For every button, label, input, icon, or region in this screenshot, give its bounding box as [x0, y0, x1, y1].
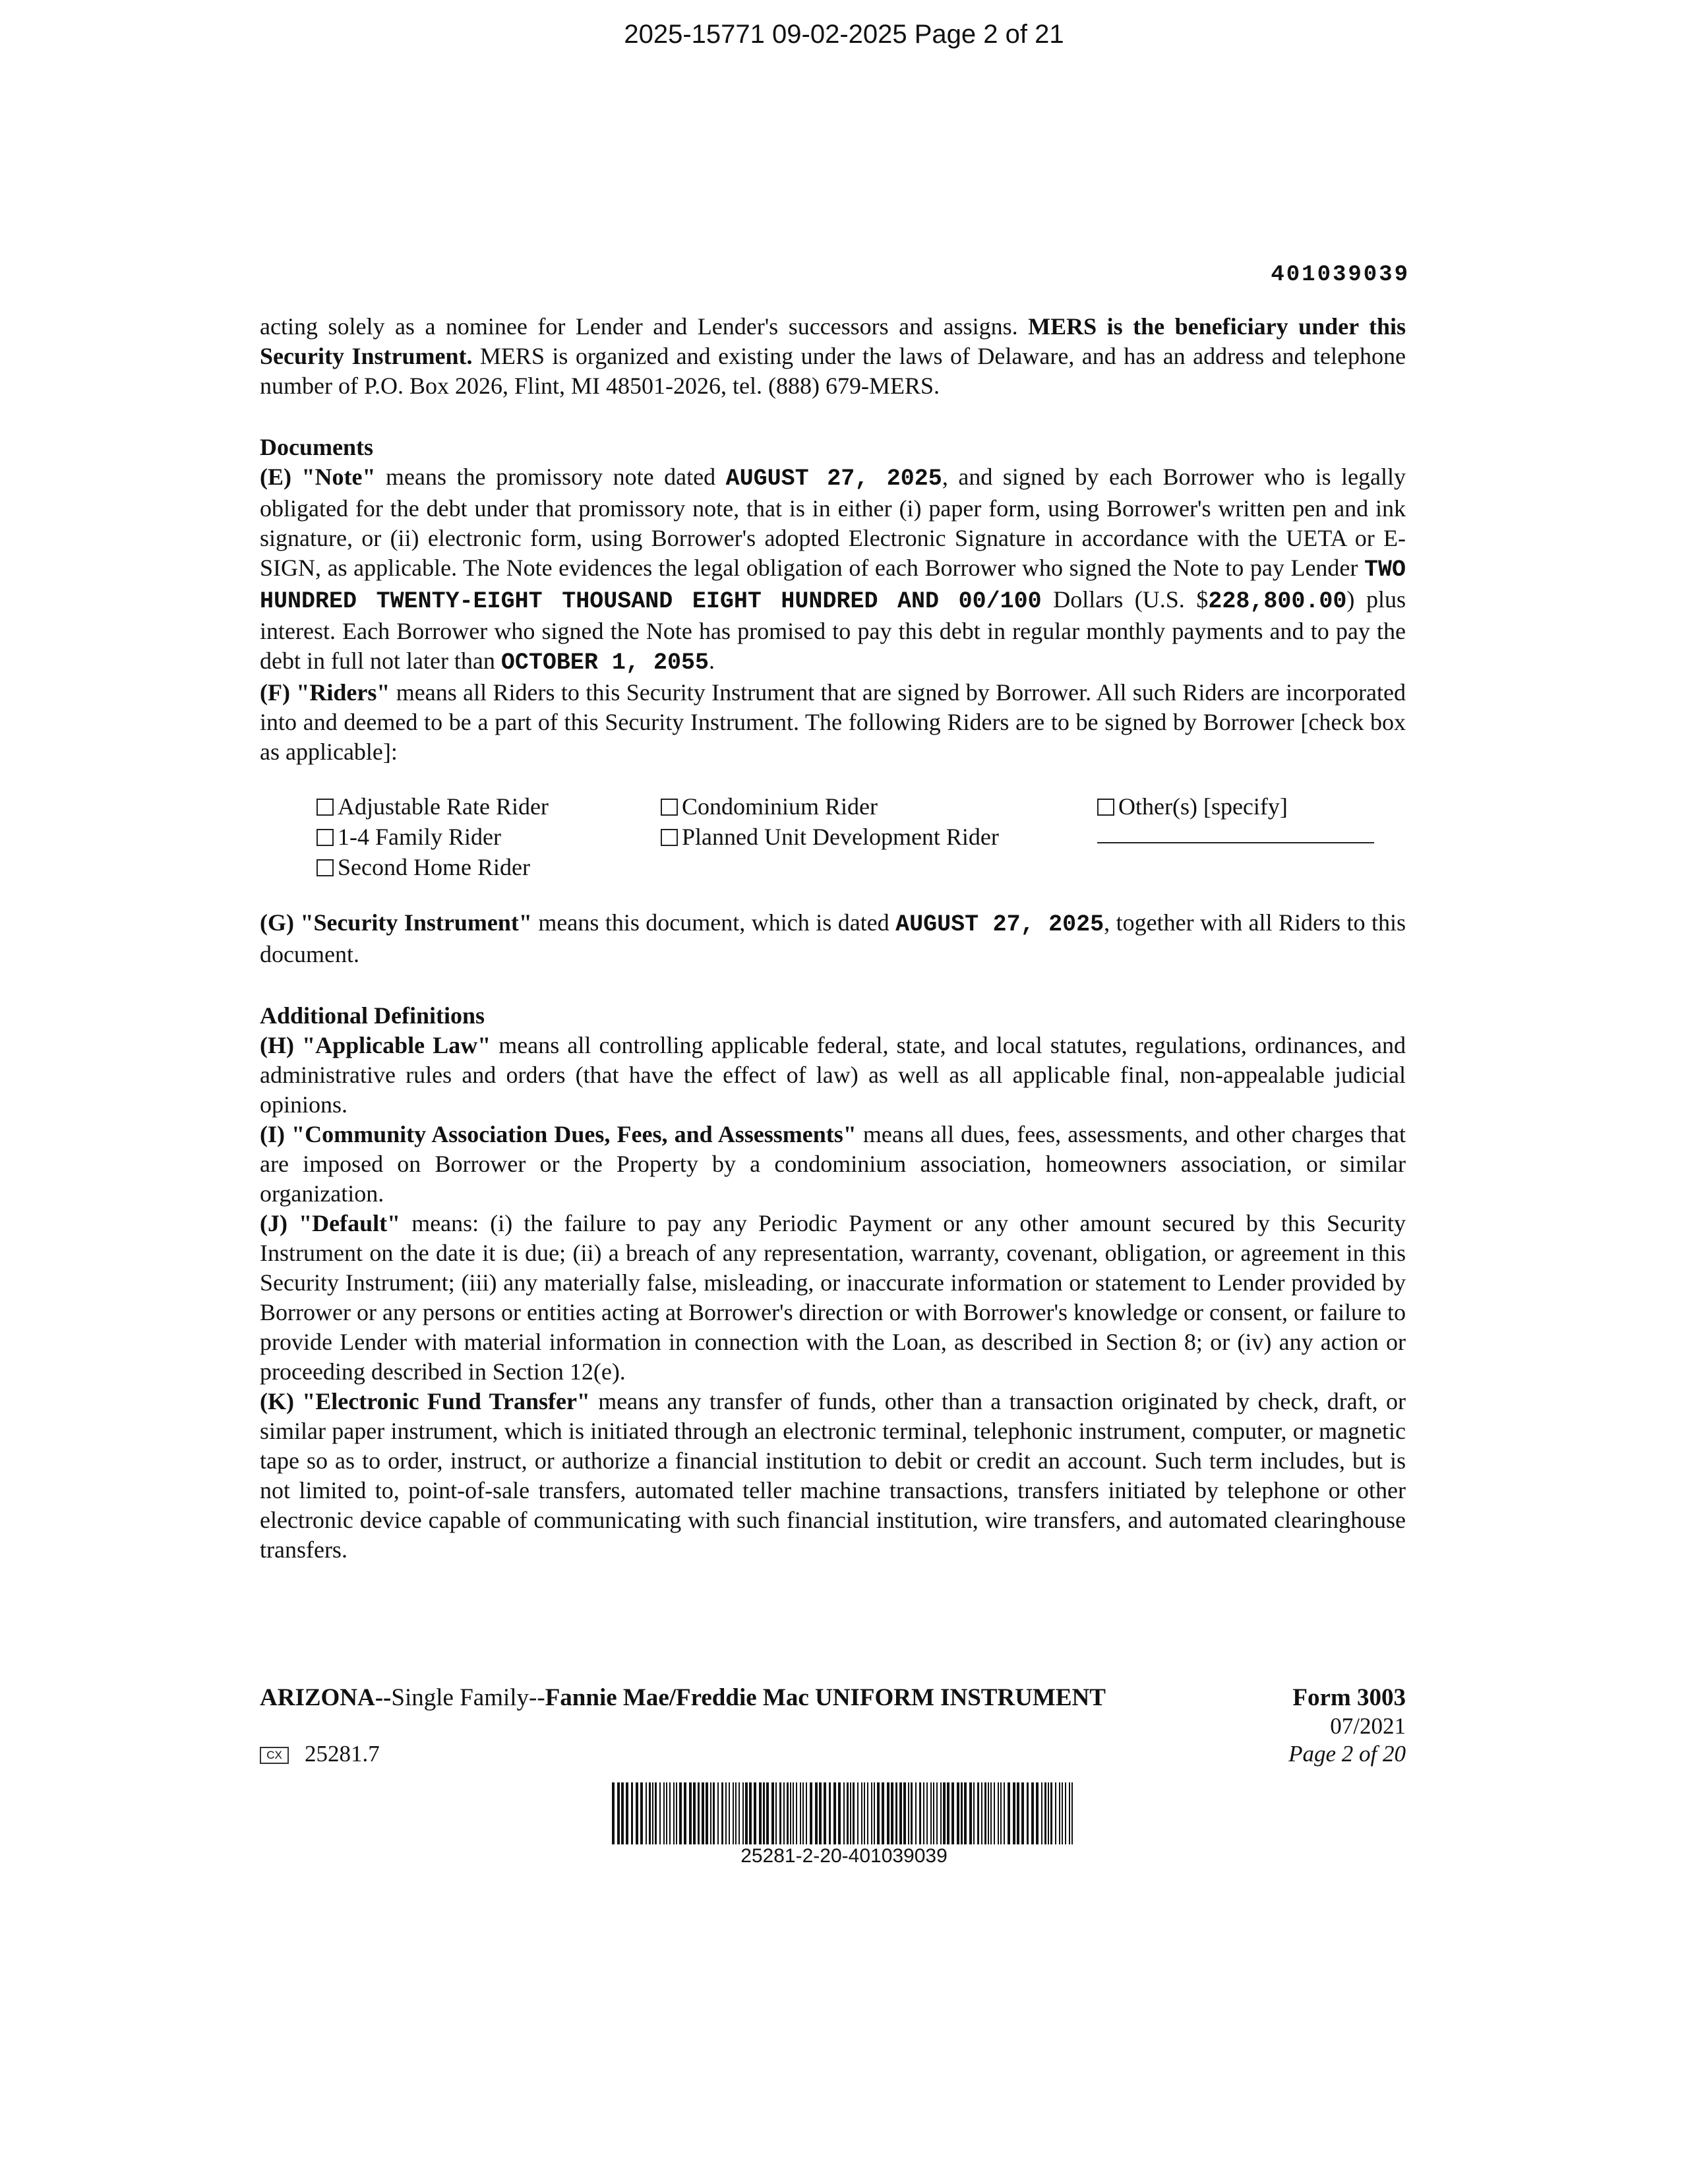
definition-default: (J) "Default" means: (i) the failure to pay any Periodic Payment or any other amount secured by this Security Instrument on the date it is due; (ii) a breach of any representation, warranty, covenant, obligation, or agreement in this Security Instrument; (iii) any materially false, misleading, or inaccurate information or statement to Lender provided by Borrower or any persons or entities acting at Borrower's direction or with Borrower's knowledge or consent, or failure to provide Lender with material information in connection with the Loan, as described in Section 8; or (iv) any action or proceeding described in Section 12(e). — [260, 1210, 1406, 1385]
other-specify-line[interactable] — [1097, 842, 1374, 843]
rider-adjustable-rate[interactable]: Adjustable Rate Rider — [316, 792, 549, 822]
definition-electronic-fund-transfer: (K) "Electronic Fund Transfer" means any transfer of funds, other than a transaction originated by check, draft, or similar paper instrument, which is initiated through an electronic terminal, telephonic instrument, computer, or magnetic tape so as to order, instruct, or authorize a financial institution to debit or credit an account. Such term includes, but is not limited to, point-of-sale transfers, automated teller machine transactions, transfers initiated by telephone or other electronic device capable of communicating with such financial institution, wire transfers, and automated clearinghouse transfers. — [260, 1388, 1406, 1563]
cx-logo-icon: CX — [260, 1747, 289, 1764]
recording-stamp: 2025-15771 09-02-2025 Page 2 of 21 — [624, 20, 1064, 49]
form-title: ARIZONA--Single Family--Fannie Mae/Freddie Mac UNIFORM INSTRUMENT — [260, 1684, 1106, 1711]
definition-riders: (F) "Riders" means all Riders to this Security Instrument that are signed by Borrower. All such Riders are incorporated into and deemed to be a part of this Security Instrument. The following Riders are to be signed by Borrower [check box as applicable]: — [260, 679, 1406, 765]
checkbox-icon[interactable] — [316, 859, 334, 876]
checkbox-icon[interactable] — [1097, 799, 1114, 816]
checkbox-icon[interactable] — [316, 829, 334, 846]
document-body — [260, 312, 1406, 1565]
documents-heading: Documents — [260, 434, 373, 460]
checkbox-icon[interactable] — [661, 829, 678, 846]
rider-other[interactable]: Other(s) [specify] — [1097, 792, 1288, 822]
definition-security-instrument: (G) "Security Instrument" means this document, which is dated AUGUST 27, 2025, together with all Riders to this document. — [260, 909, 1406, 967]
barcode-icon — [612, 1782, 1076, 1844]
intro-paragraph: acting solely as a nominee for Lender and Lender's successors and assigns. MERS is the beneficiary under this Security Instrument. MERS is organized and existing under the laws of Delaware, and has an address and telephone number of P.O. Box 2026, Flint, MI 48501-2026, tel. (888) 679-MERS. — [260, 313, 1406, 399]
barcode-text: 25281-2-20-401039039 — [740, 1845, 948, 1867]
document-code: CX 25281.7 — [260, 1741, 380, 1767]
form-date: 07/2021 — [1330, 1713, 1406, 1739]
rider-checklist — [260, 792, 1406, 882]
rider-1-4-family[interactable]: 1-4 Family Rider — [316, 822, 501, 852]
definition-applicable-law: (H) "Applicable Law" means all controlling applicable federal, state, and local statutes, regulations, ordinances, and administrative rules and orders (that have the effect of law) as well as all applicable final, non-appealable judicial opinions. — [260, 1032, 1406, 1118]
rider-second-home[interactable]: Second Home Rider — [316, 853, 530, 882]
form-number: Form 3003 — [1292, 1684, 1406, 1711]
checkbox-icon[interactable] — [316, 799, 334, 816]
rider-planned-unit-development[interactable]: Planned Unit Development Rider — [661, 822, 999, 852]
checkbox-icon[interactable] — [661, 799, 678, 816]
loan-number: 401039039 — [1271, 262, 1410, 288]
additional-definitions-heading: Additional Definitions — [260, 1002, 485, 1029]
form-page-number: Page 2 of 20 — [1288, 1741, 1406, 1767]
definition-community-association: (I) "Community Association Dues, Fees, and Assessments" means all dues, fees, assessments, and other charges that are imposed on Borrower or the Property by a condominium association, homeowners association, or similar organization. — [260, 1121, 1406, 1207]
definition-note: (E) "Note" means the promissory note dated AUGUST 27, 2025, and signed by each Borrower who is legally obligated for the debt under that promissory note, that is in either (i) paper form, using Borrower's written pen and ink signature, or (ii) electronic form, using Borrower's adopted Electronic Signature in accordance with the UETA or E-SIGN, as applicable. The Note evidences the legal obligation of each Borrower who signed the Note to pay Lender TWO HUNDRED TWENTY-EIGHT THOUSAND EIGHT HUNDRED AND 00/100 Dollars (U.S. $228,800.00) plus interest. Each Borrower who signed the Note has promised to pay this debt in regular monthly payments and to pay the debt in full not later than OCTOBER 1, 2055. — [260, 464, 1406, 676]
rider-condominium[interactable]: Condominium Rider — [661, 792, 878, 822]
